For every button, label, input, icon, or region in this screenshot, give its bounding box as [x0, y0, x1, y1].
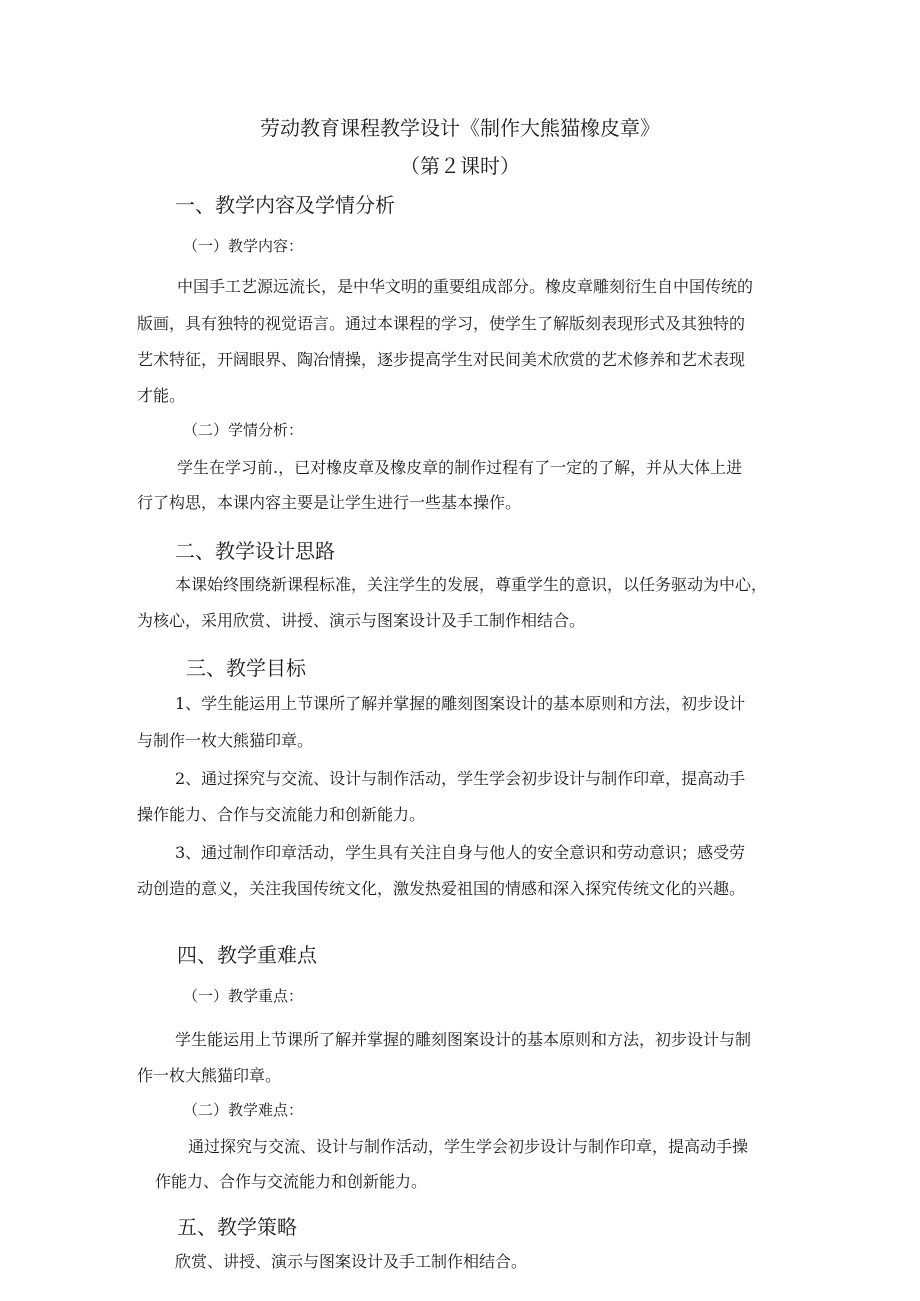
section-1-subheading-content: （一）教学内容：	[183, 237, 304, 255]
paragraph-line: 才能。	[137, 386, 186, 405]
paragraph-line: 通过探究与交流、设计与制作活动，学生学会初步设计与制作印章，提高动手操	[188, 1137, 749, 1156]
paragraph-line: 版画，具有独特的视觉语言。通过本课程的学习，使学生了解版刻表现形式及其独特的	[137, 314, 746, 333]
paragraph-line: 为核心，采用欣赏、讲授、演示与图案设计及手工制作相结合。	[137, 611, 586, 630]
section-3-heading: 三、教学目标	[186, 656, 306, 680]
paragraph-line: 学生能运用上节课所了解并掌握的雕刻图案设计的基本原则和方法，初步设计与制	[175, 1030, 752, 1049]
document-subtitle: （第２课时）	[400, 154, 520, 178]
section-1-subheading-analysis: （二）学情分析：	[183, 421, 304, 439]
goal-line: 1、学生能运用上节课所了解并掌握的雕刻图案设计的基本原则和方法，初步设计	[175, 694, 746, 713]
paragraph-line: 学生在学习前.，已对橡皮章及橡皮章的制作过程有了一定的了解，并从大体上进	[177, 458, 743, 477]
goal-line: 与制作一枚大熊猫印章。	[137, 731, 314, 750]
section-1-heading: 一、教学内容及学情分析	[175, 193, 395, 217]
paragraph-line: 作能力、合作与交流能力和创新能力。	[155, 1172, 428, 1191]
section-4-subheading-key: （一）教学重点：	[183, 987, 304, 1005]
section-4-subheading-difficulty: （二）教学难点：	[183, 1101, 304, 1119]
paragraph-line: 欣赏、讲授、演示与图案设计及手工制作相结合。	[175, 1252, 528, 1271]
paragraph-line: 中国手工艺源远流长，是中华文明的重要组成部分。橡皮章雕刻衍生自中国传统的	[177, 277, 754, 296]
paragraph-line: 行了构思，本课内容主要是让学生进行一些基本操作。	[137, 493, 522, 512]
paragraph-line: 作一枚大熊猫印章。	[137, 1066, 282, 1085]
goal-line: 2、通过探究与交流、设计与制作活动，学生学会初步设计与制作印章，提高动手	[175, 769, 746, 788]
paragraph-line: 艺术特征，开阔眼界、陶冶情操，逐步提高学生对民间美术欣赏的艺术修养和艺术表现	[137, 350, 746, 369]
section-2-heading: 二、教学设计思路	[175, 539, 335, 563]
section-5-heading: 五、教学策略	[177, 1215, 297, 1239]
goal-line: 动创造的意义，关注我国传统文化，激发热爱祖国的情感和深入探究传统文化的兴趣。	[137, 879, 746, 898]
section-4-heading: 四、教学重难点	[177, 943, 317, 967]
document-title: 劳动教育课程教学设计《制作大熊猫橡皮章》	[260, 116, 660, 140]
paragraph-line: 本课始终围绕新课程标准，关注学生的发展，尊重学生的意识，以任务驱动为中心，	[175, 575, 768, 594]
goal-line: 操作能力、合作与交流能力和创新能力。	[137, 805, 426, 824]
goal-line: 3、通过制作印章活动，学生具有关注自身与他人的安全意识和劳动意识；感受劳	[175, 843, 746, 862]
